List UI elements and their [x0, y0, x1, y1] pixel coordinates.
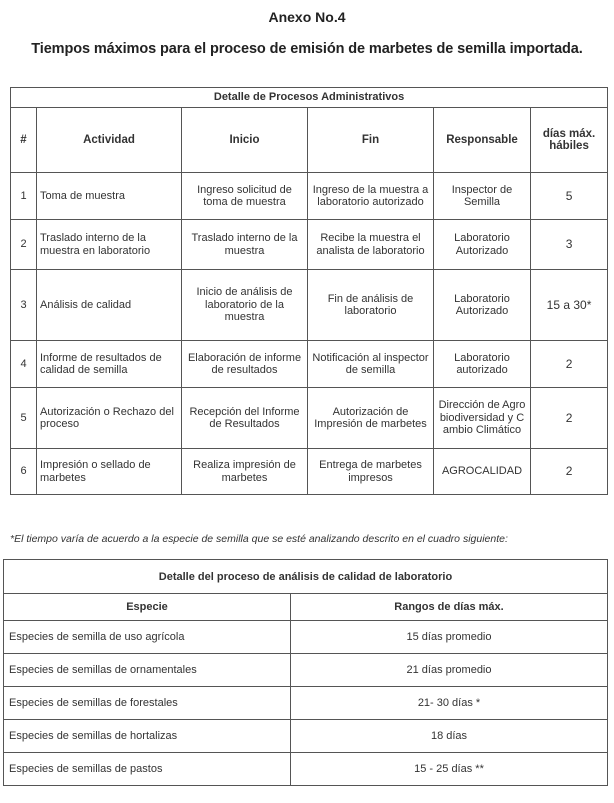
row-actividad: Informe de resultados de calidad de semilla [37, 341, 182, 388]
row-dias: 15 a 30* [531, 270, 608, 341]
row-responsable: Dirección de Agrobiodiversidad y Cambio Climático [434, 388, 531, 449]
row-fin: Entrega de marbetes impresos [308, 449, 434, 495]
table-row [4, 687, 608, 720]
table-row [4, 753, 608, 786]
row-number: 3 [11, 270, 37, 341]
row-actividad: Toma de muestra [37, 173, 182, 220]
table-header-row [4, 594, 608, 621]
table-row [11, 270, 608, 341]
row-responsable: Laboratorio Autorizado [434, 220, 531, 270]
row-especie: Especies de semillas de forestales [4, 687, 291, 720]
row-fin: Fin de análisis de laboratorio [308, 270, 434, 341]
table-header-row [11, 108, 608, 173]
row-rango: 15 días promedio [291, 621, 608, 654]
column-header-fin: Fin [308, 108, 434, 173]
annex-title: Anexo No.4 [268, 9, 346, 25]
row-dias: 2 [531, 388, 608, 449]
row-number: 4 [11, 341, 37, 388]
column-header-actividad: Actividad [37, 108, 182, 173]
administrative-processes-table [10, 87, 608, 495]
row-responsable: AGROCALIDAD [434, 449, 531, 495]
table-caption: Detalle de Procesos Administrativos [11, 88, 608, 108]
column-header-responsable: Responsable [434, 108, 531, 173]
row-inicio: Elaboración de informe de resultados [182, 341, 308, 388]
row-inicio: Traslado interno de la muestra [182, 220, 308, 270]
table-row [11, 449, 608, 495]
table-row [11, 341, 608, 388]
row-dias: 3 [531, 220, 608, 270]
table-row [11, 220, 608, 270]
row-dias: 2 [531, 449, 608, 495]
row-fin: Notificación al inspector de semilla [308, 341, 434, 388]
row-fin: Recibe la muestra el analista de laboratorio [308, 220, 434, 270]
row-rango: 15 - 25 días ** [291, 753, 608, 786]
column-header-rangos: Rangos de días máx. [291, 594, 608, 621]
row-especie: Especies de semillas de pastos [4, 753, 291, 786]
table-caption-row [4, 560, 608, 594]
row-inicio: Recepción del Informe de Resultados [182, 388, 308, 449]
row-actividad: Impresión o sellado de marbetes [37, 449, 182, 495]
laboratory-analysis-table [3, 559, 608, 786]
table-row [11, 173, 608, 220]
page-title: Tiempos máximos para el proceso de emisión de marbetes de semilla importada. [31, 41, 583, 57]
row-rango: 21- 30 días * [291, 687, 608, 720]
row-dias: 2 [531, 341, 608, 388]
row-number: 2 [11, 220, 37, 270]
row-inicio: Ingreso solicitud de toma de muestra [182, 173, 308, 220]
row-actividad: Traslado interno de la muestra en laboratorio [37, 220, 182, 270]
row-fin: Autorización de Impresión de marbetes [308, 388, 434, 449]
column-header-number: # [11, 108, 37, 173]
row-especie: Especies de semillas de hortalizas [4, 720, 291, 753]
row-responsable: Laboratorio Autorizado [434, 270, 531, 341]
row-actividad: Autorización o Rechazo del proceso [37, 388, 182, 449]
table-row [4, 720, 608, 753]
row-responsable: Inspector de Semilla [434, 173, 531, 220]
table-caption-row [11, 88, 608, 108]
table-row [4, 621, 608, 654]
row-rango: 21 días promedio [291, 654, 608, 687]
table-caption: Detalle del proceso de análisis de calidad de laboratorio [4, 560, 608, 594]
column-header-inicio: Inicio [182, 108, 308, 173]
row-fin: Ingreso de la muestra a laboratorio autorizado [308, 173, 434, 220]
column-header-dias: días máx. hábiles [531, 108, 608, 173]
row-especie: Especies de semillas de ornamentales [4, 654, 291, 687]
row-actividad: Análisis de calidad [37, 270, 182, 341]
row-number: 1 [11, 173, 37, 220]
row-rango: 18 días [291, 720, 608, 753]
row-responsable: Laboratorio autorizado [434, 341, 531, 388]
column-header-especie: Especie [4, 594, 291, 621]
row-number: 5 [11, 388, 37, 449]
footnote: *El tiempo varía de acuerdo a la especie de semilla que se esté analizando descrito en el cuadro siguiente: [10, 533, 508, 545]
row-number: 6 [11, 449, 37, 495]
row-especie: Especies de semilla de uso agrícola [4, 621, 291, 654]
table-row [4, 654, 608, 687]
row-dias: 5 [531, 173, 608, 220]
table-row [11, 388, 608, 449]
row-inicio: Realiza impresión de marbetes [182, 449, 308, 495]
row-inicio: Inicio de análisis de laboratorio de la muestra [182, 270, 308, 341]
